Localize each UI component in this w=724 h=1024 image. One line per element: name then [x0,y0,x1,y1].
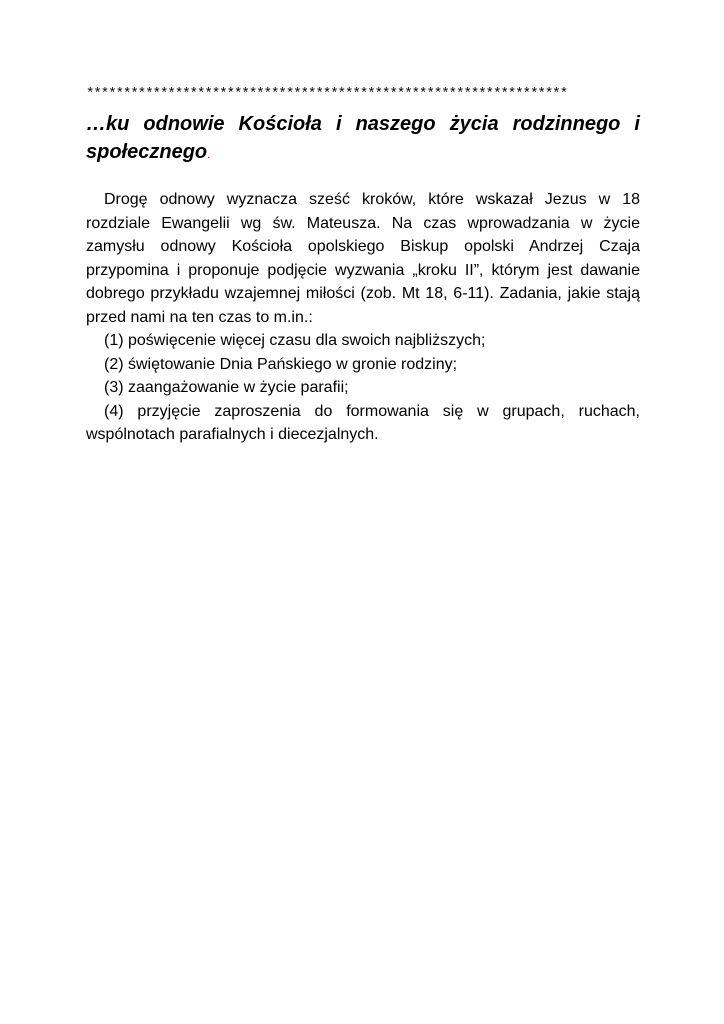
body-text [86,188,640,447]
heading-red-dot: . [207,147,211,161]
list-item: (1) poświęcenie więcej czasu dla swoich najbliższych; [104,332,486,349]
document-content [86,84,640,447]
list-item: (3) zaangażowanie w życie parafii; [104,379,349,396]
section-heading-text: …ku odnowie Kościoła i naszego życia rodzinnego i społecznego [86,113,640,163]
section-heading [86,110,640,168]
list-item: (2) świętowanie Dnia Pańskiego w gronie rodziny; [104,355,458,373]
asterisk-separator: ***************************************************************** [86,86,568,102]
intro-paragraph: Drogę odnowy wyznacza sześć kroków, które wskazał Jezus w 18 rozdziale Ewangelii wg św. Mateusza. Na czas wprowadzania w życie zamysłu odnowy Kościoła opolskiego Biskup opolski Andrzej Czaja przypomina i proponuje podjęcie wyzwania „kroku II”, którym jest dawanie dobrego przykładu wzajemnej miłości (zob. Mt 18, 6-11). Zadania, jakie stają przed nami na ten czas to m.in.: [86,191,640,326]
list-item: (4) przyjęcie zaproszenia do formowania się w grupach, ruchach, wspólnotach parafialnych i diecezjalnych. [86,402,640,443]
